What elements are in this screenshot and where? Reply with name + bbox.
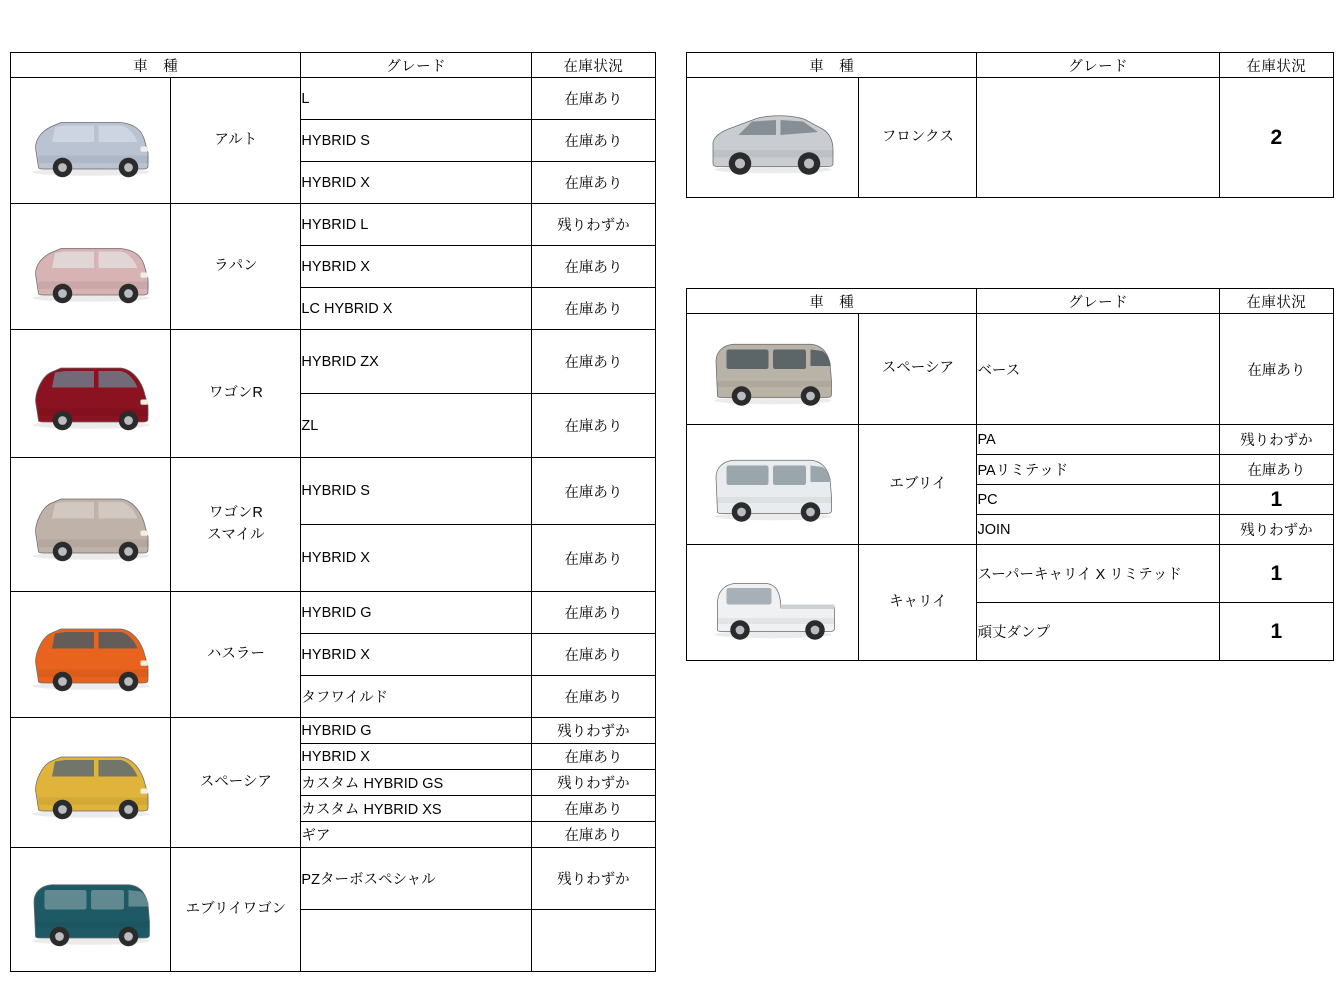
table-row [687, 314, 1334, 425]
grade-name: HYBRID X [301, 744, 531, 770]
stock-table-right-bottom [686, 288, 1334, 661]
header-model: 車 種 [11, 53, 301, 78]
grade-name: HYBRID X [301, 162, 531, 204]
table-row [11, 848, 656, 910]
grade-name: HYBRID S [301, 458, 531, 525]
grade-name: LC HYBRID X [301, 288, 531, 330]
car-every-wagon [11, 848, 171, 972]
stock-status: 在庫あり [531, 822, 655, 848]
car-alto [11, 78, 171, 204]
grade-name: カスタム HYBRID XS [301, 796, 531, 822]
model-name: ワゴンR [171, 330, 301, 458]
grade-name: PZターボスペシャル [301, 848, 531, 910]
header-grade: グレード [977, 53, 1219, 78]
header-grade: グレード [301, 53, 531, 78]
stock-status: 在庫あり [531, 744, 655, 770]
stock-status: 在庫あり [1219, 455, 1333, 485]
grade-name: ZL [301, 394, 531, 458]
grade-name: ベース [977, 314, 1219, 425]
stock-status: 在庫あり [531, 525, 655, 592]
stock-status: 1 [1219, 485, 1333, 515]
header-model: 車 種 [687, 53, 977, 78]
model-name: ラパン [171, 204, 301, 330]
model-name: ワゴンR スマイル [171, 458, 301, 592]
model-name: スペーシア [859, 314, 977, 425]
car-wagonr [11, 330, 171, 458]
car-spacia [11, 718, 171, 848]
stock-status: 1 [1219, 545, 1333, 603]
table-row [11, 78, 656, 120]
car-hustler [11, 592, 171, 718]
grade-name: PA [977, 425, 1219, 455]
stock-status: 1 [1219, 603, 1333, 661]
table-row [687, 545, 1334, 603]
model-name: ハスラー [171, 592, 301, 718]
header-stock: 在庫状況 [1219, 53, 1333, 78]
car-every [687, 425, 859, 545]
grade-name: PAリミテッド [977, 455, 1219, 485]
grade-name: HYBRID ZX [301, 330, 531, 394]
model-name: エブリイワゴン [171, 848, 301, 972]
table-header-row [687, 289, 1334, 314]
grade-name: カスタム HYBRID GS [301, 770, 531, 796]
table-header-row [11, 53, 656, 78]
stock-status: 在庫あり [531, 458, 655, 525]
header-model: 車 種 [687, 289, 977, 314]
model-name: フロンクス [859, 78, 977, 198]
stock-status: 在庫あり [531, 796, 655, 822]
grade-name: HYBRID X [301, 634, 531, 676]
stock-status: 在庫あり [531, 592, 655, 634]
car-lapin [11, 204, 171, 330]
stock-status: 在庫あり [531, 120, 655, 162]
stock-status: 残りわずか [1219, 515, 1333, 545]
grade-name: 頑丈ダンプ [977, 603, 1219, 661]
grade-name: HYBRID X [301, 525, 531, 592]
grade-name: タフワイルド [301, 676, 531, 718]
model-name: エブリイ [859, 425, 977, 545]
stock-status: 在庫あり [531, 246, 655, 288]
stock-status: 在庫あり [1219, 314, 1333, 425]
model-name: キャリイ [859, 545, 977, 661]
grade-name: PC [977, 485, 1219, 515]
stock-status: 在庫あり [531, 78, 655, 120]
stock-status: 在庫あり [531, 394, 655, 458]
stock-status [531, 910, 655, 972]
grade-name: HYBRID X [301, 246, 531, 288]
table-row [687, 78, 1334, 198]
stock-status: 在庫あり [531, 288, 655, 330]
stock-status: 残りわずか [531, 770, 655, 796]
stock-status: 残りわずか [531, 718, 655, 744]
stock-status: 在庫あり [531, 162, 655, 204]
grade-name: HYBRID L [301, 204, 531, 246]
grade-name: スーパーキャリイ X リミテッド [977, 545, 1219, 603]
grade-name [977, 78, 1219, 198]
stock-table-right-top [686, 52, 1334, 198]
stock-table-left [10, 52, 656, 972]
table-row [11, 718, 656, 744]
grade-name: HYBRID G [301, 718, 531, 744]
header-stock: 在庫状況 [531, 53, 655, 78]
table-row [11, 330, 656, 394]
stock-status: 残りわずか [1219, 425, 1333, 455]
grade-name: L [301, 78, 531, 120]
table-row [687, 425, 1334, 455]
table-header-row [687, 53, 1334, 78]
grade-name: JOIN [977, 515, 1219, 545]
stock-status: 在庫あり [531, 330, 655, 394]
grade-name: HYBRID S [301, 120, 531, 162]
table-row [11, 592, 656, 634]
model-name: アルト [171, 78, 301, 204]
stock-status: 在庫あり [531, 676, 655, 718]
grade-name [301, 910, 531, 972]
header-grade: グレード [977, 289, 1219, 314]
stock-status: 在庫あり [531, 634, 655, 676]
model-name: スペーシア [171, 718, 301, 848]
grade-name: HYBRID G [301, 592, 531, 634]
car-wagonr-smile [11, 458, 171, 592]
table-row [11, 458, 656, 525]
grade-name: ギア [301, 822, 531, 848]
stock-status: 2 [1219, 78, 1333, 198]
table-row [11, 204, 656, 246]
car-spacia-base [687, 314, 859, 425]
car-fronx [687, 78, 859, 198]
stock-status: 残りわずか [531, 848, 655, 910]
car-carry [687, 545, 859, 661]
stock-status: 残りわずか [531, 204, 655, 246]
header-stock: 在庫状況 [1219, 289, 1333, 314]
